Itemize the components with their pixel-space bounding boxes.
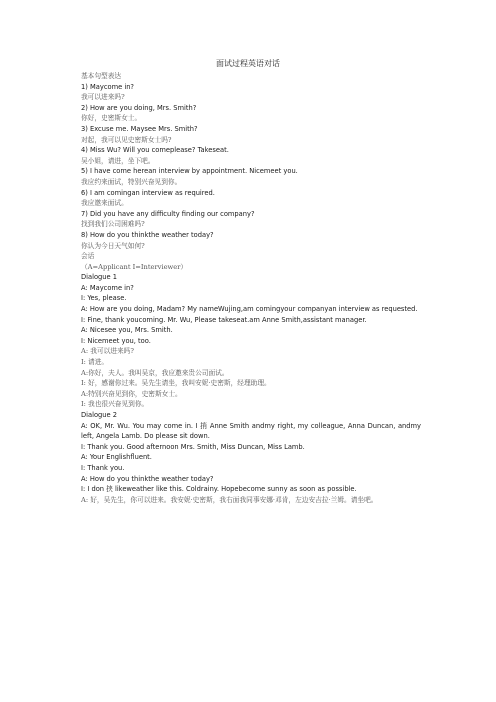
text-line: Dialogue 2 xyxy=(81,411,118,419)
text-line: A: 我可以进来吗? xyxy=(81,347,134,356)
text-line: 找到我们公司困难吗? xyxy=(81,220,145,229)
text-line: I: Yes, please. xyxy=(81,294,127,303)
text-line: I: 请进。 xyxy=(81,358,109,367)
text-line: 8) How do you thinkthe weather today? xyxy=(81,230,214,239)
text-line: A: 好，吴先生，你可以进来。我安妮·史密斯，我右面我同事安娜·邓肯，左边安吉拉·兰姆。请坐吧。 xyxy=(81,495,378,504)
text-line: I: I don 挟 likeweather like this. Coldrainy. Hopebecome sunny as soon as possible. xyxy=(81,485,357,494)
text-line: 我应约来面试，特别兴奋见到你。 xyxy=(81,177,182,186)
text-line: A: Your Englishfluent. xyxy=(81,453,152,462)
text-line: I: Thank you. xyxy=(81,463,125,472)
text-line: 3) Excuse me. Maysee Mrs. Smith? xyxy=(81,124,198,133)
text-line: 4) Miss Wu? Will you comeplease? Takeseat. xyxy=(81,146,229,155)
text-line: A: Maycome in? xyxy=(81,283,134,292)
text-line: A:你好，夫人。我叫吴京，我应邀来贵公司面试。 xyxy=(81,368,229,377)
text-line: （A=Applicant I=Interviewer） xyxy=(81,262,188,271)
text-line: I: Nicemeet you, too. xyxy=(81,336,151,345)
text-line: 我可以进来吗? xyxy=(81,93,125,102)
text-line: 基本句型表达 xyxy=(81,72,122,80)
text-line: 我应邀来面试。 xyxy=(81,199,128,208)
text-line: 1) Maycome in? xyxy=(81,82,134,91)
text-line: A:特别兴奋见到你，史密斯女士。 xyxy=(81,389,182,398)
document-body xyxy=(81,71,421,505)
text-line: 2) How are you doing, Mrs. Smith? xyxy=(81,103,197,112)
text-line: Dialogue 1 xyxy=(81,273,118,282)
document-title: 面试过程英语对话 xyxy=(216,59,280,68)
text-line: I: Thank you. Good afternoon Mrs. Smith, Miss Duncan, Miss Lamb. xyxy=(81,442,305,451)
text-line: 会话 xyxy=(81,252,95,261)
text-line: 你好，史密斯女士。 xyxy=(81,114,142,123)
text-line: A: OK, Mr. Wu. You may come in. I 捎 Anne Smith andmy right, my colleague, Anna Duncan, andmy left, Angela Lamb. Do please sit down. xyxy=(81,421,421,441)
text-line: A: How are you doing, Madam? My nameWujing,am comingyour companyan interview as requested. xyxy=(81,305,418,314)
text-line: 吴小姐，请进，坐下吧。 xyxy=(81,156,155,165)
text-line: 5) I have come herean interview by appointment. Nicemeet you. xyxy=(81,167,298,176)
text-line: 对起，我可以见史密斯女士吗? xyxy=(81,135,172,144)
text-line: 你认为今日天气如何? xyxy=(81,241,145,250)
text-line: A: How do you thinkthe weather today? xyxy=(81,474,214,483)
text-line: 6) I am comingan interview as required. xyxy=(81,188,215,197)
text-line: I: 我也很兴奋见到你。 xyxy=(81,400,149,409)
text-line: I: Fine, thank youcoming. Mr. Wu, Please takeseat.am Anne Smith,assistant manager. xyxy=(81,315,367,324)
text-line: I: 好，感谢你过来。吴先生请坐，我叫安妮·史密斯，经理助理。 xyxy=(81,379,271,388)
text-line: 7) Did you have any difficulty finding our company? xyxy=(81,209,255,218)
text-line: A: Nicesee you, Mrs. Smith. xyxy=(81,326,173,335)
